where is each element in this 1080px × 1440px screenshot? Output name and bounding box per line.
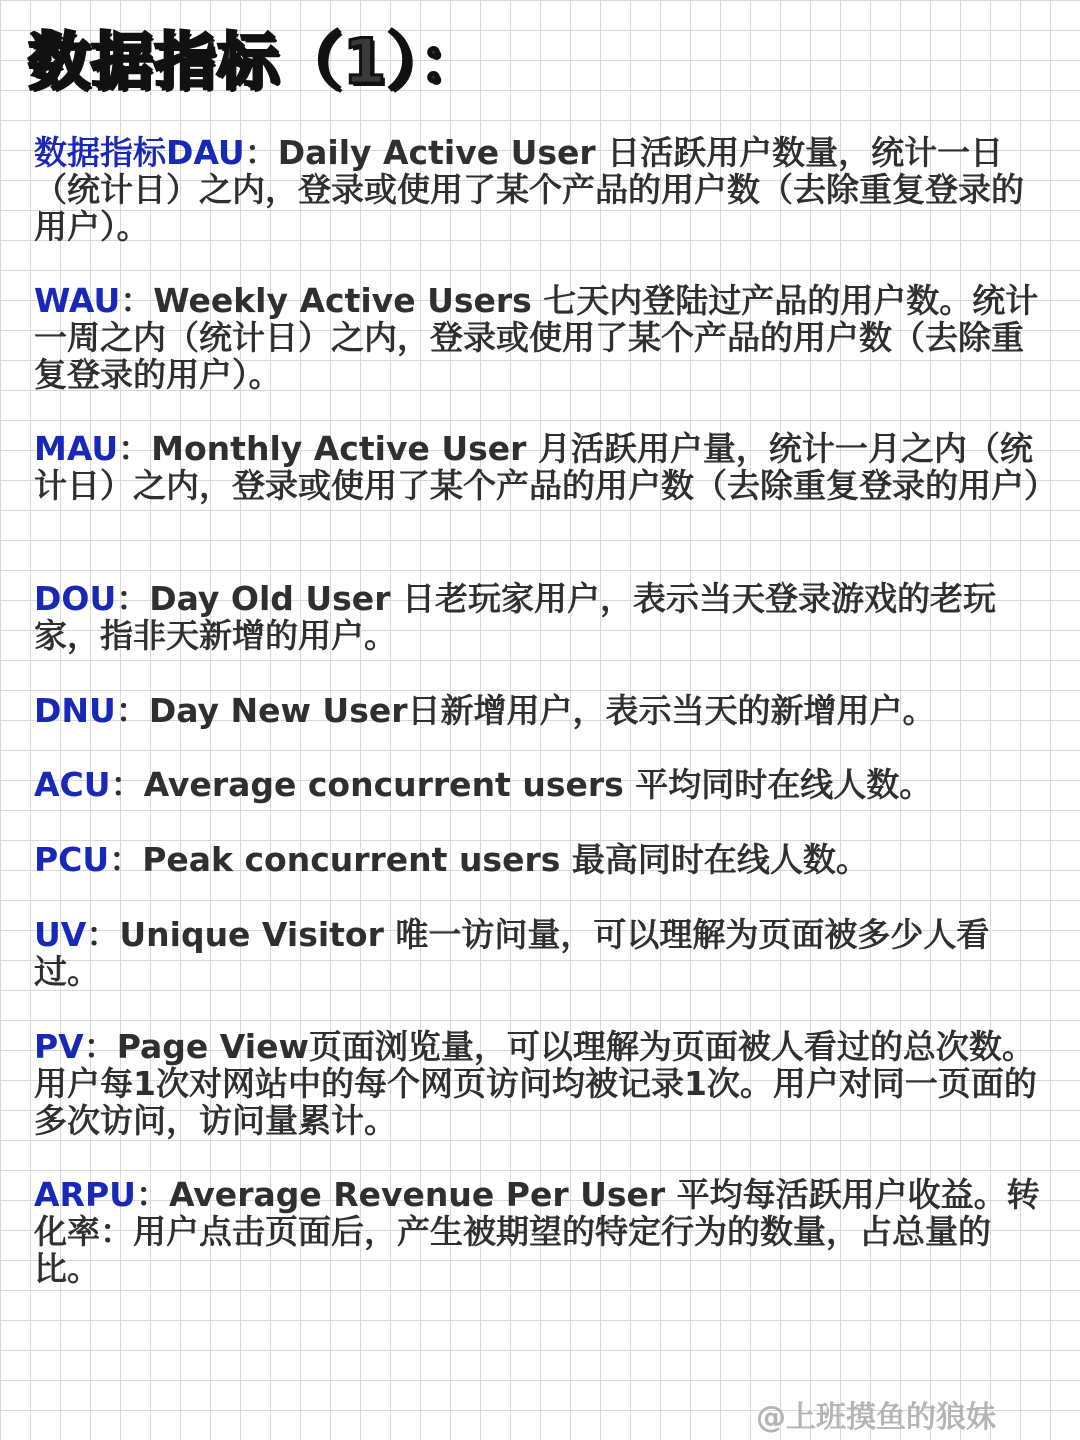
term-separator: ： (118, 429, 152, 468)
entry-term: 数据指标DAU (34, 133, 245, 172)
entry-definition: Weekly Active Users 七天内登陆过产品的用户数。统计一周之内（统计日）之内，登录或使用了某个产品的用户数（去除重复登录的用户）。 (34, 281, 1039, 394)
term-separator: ： (244, 133, 278, 172)
entry-mau (34, 429, 1057, 505)
entry-acu (34, 766, 1046, 803)
term-separator: ： (116, 579, 150, 618)
entry-dnu (34, 692, 1046, 729)
entry-term: PV (34, 1027, 84, 1066)
term-separator: ： (135, 1175, 169, 1214)
page-title: 数据指标（1）： (28, 25, 483, 98)
entry-definition: Daily Active User 日活跃用户数量，统计一日（统计日）之内，登录或使用了某个产品的用户数（去除重复登录的用户）。 (34, 133, 1024, 246)
entry-pcu (34, 841, 1046, 878)
term-separator: ： (86, 915, 120, 954)
entry-definition: Page View页面浏览量，可以理解为页面被人看过的总次数。用户每1次对网站中的每个网页访问均被记录1次。用户对同一页面的多次访问，访问量累计。 (34, 1027, 1037, 1140)
entry-pv (34, 1028, 1046, 1139)
entry-dau (34, 134, 1046, 245)
entry-term: UV (34, 915, 87, 954)
term-separator: ： (115, 691, 149, 730)
entry-definition: Monthly Active User 月活跃用户量，统计一月之内（统计日）之内，登录或使用了某个产品的用户数（去除重复登录的用户） (34, 429, 1057, 505)
entry-definition: Peak concurrent users 最高同时在线人数。 (142, 840, 869, 879)
entry-definition: Average Revenue Per User 平均每活跃用户收益。转化率：用户点击页面后，产生被期望的特定行为的数量，占总量的比。 (34, 1175, 1040, 1288)
entry-wau (34, 282, 1046, 393)
entry-term: ARPU (34, 1175, 136, 1214)
author-watermark: @上班摸鱼的狼妹 (756, 1400, 996, 1435)
entry-uv (34, 916, 1046, 990)
term-separator: ： (120, 281, 154, 320)
entry-term: PCU (34, 840, 110, 879)
entry-definition: Average concurrent users 平均同时在线人数。 (143, 765, 933, 804)
term-separator: ： (83, 1027, 117, 1066)
term-separator: ： (109, 840, 143, 879)
entry-definition: Day New User日新增用户，表示当天的新增用户。 (148, 691, 936, 730)
term-separator: ： (110, 765, 144, 804)
entry-term: MAU (34, 429, 119, 468)
entry-definition: Unique Visitor 唯一访问量，可以理解为页面被多少人看过。 (34, 915, 990, 991)
entry-term: ACU (34, 765, 111, 804)
entry-term: DOU (34, 579, 117, 618)
entry-term: DNU (34, 691, 116, 730)
entry-definition: Day Old User 日老玩家用户，表示当天登录游戏的老玩家，指非天新增的用户。 (34, 579, 996, 655)
entry-dou (34, 580, 1046, 654)
entry-term: WAU (34, 281, 121, 320)
entry-arpu (34, 1176, 1046, 1287)
